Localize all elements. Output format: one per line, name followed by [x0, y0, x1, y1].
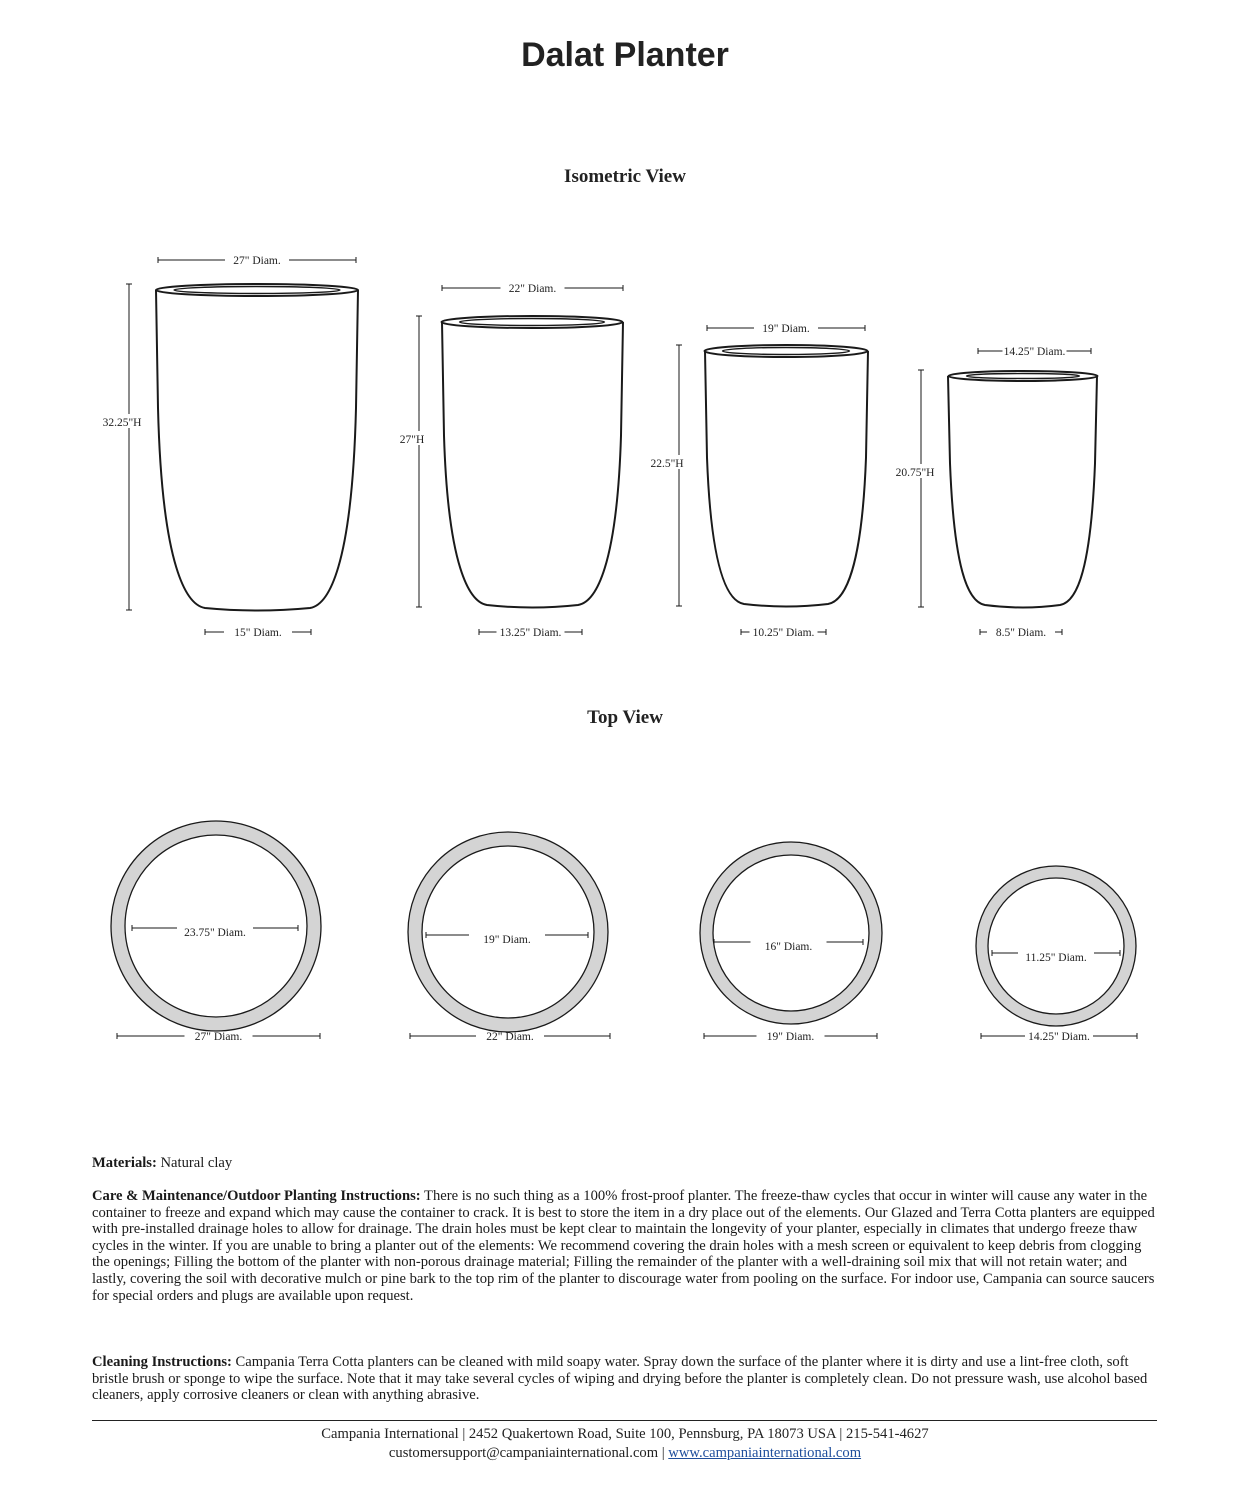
top-view-planter-2: [408, 832, 610, 1043]
care-paragraph: [92, 1188, 1162, 1304]
materials-paragraph: [92, 1155, 1162, 1172]
inner-opening-circle: [422, 846, 594, 1018]
height-label: 32.25"H: [102, 417, 142, 429]
outer-diameter-label: 27" Diam.: [194, 1031, 243, 1043]
top-view-planter-4: [976, 866, 1137, 1043]
planter-body-outline: [156, 290, 358, 611]
cleaning-text: Campania Terra Cotta planters can be cleaned with mild soapy water. Spray down the surface of the planter where it is dirty and use a lint-free cloth, soft bristle brush or sponge to wipe the surface. Note that it may take several cycles of wiping and drying before the planter is completely clean. Do not pressure wash, use alcohol based cleaners, apply corrosive cleaners or clean with anything abrasive.: [92, 1354, 1148, 1404]
planter-body-outline: [948, 376, 1097, 608]
bottom-diameter-label: 8.5" Diam.: [995, 627, 1047, 639]
top-view-heading: Top View: [587, 707, 663, 728]
planter-rim: [949, 371, 1098, 381]
planter-body-outline: [705, 351, 868, 607]
inner-opening-circle: [988, 878, 1124, 1014]
isometric-drawings: [103, 255, 1098, 639]
footer-website-link[interactable]: www.campaniainternational.com: [668, 1445, 862, 1461]
isometric-planter-1: [103, 255, 358, 639]
cleaning-label: Cleaning Instructions:: [92, 1354, 232, 1370]
isometric-view-heading: Isometric View: [564, 166, 686, 187]
inner-diameter-label: 23.75" Diam.: [184, 927, 246, 939]
isometric-planter-4: [896, 346, 1098, 639]
cleaning-paragraph: [92, 1354, 1162, 1404]
top-diameter-label: 14.25" Diam.: [1003, 346, 1066, 358]
inner-opening-circle: [713, 855, 869, 1011]
height-label: 27"H: [399, 434, 425, 446]
height-label: 22.5"H: [650, 458, 684, 470]
height-label: 20.75"H: [895, 467, 935, 479]
top-view-planter-3: [700, 842, 882, 1043]
outer-diameter-label: 22" Diam.: [486, 1031, 534, 1043]
bottom-diameter-label: 10.25" Diam.: [752, 627, 815, 639]
bottom-diameter-label: 15" Diam.: [234, 627, 282, 639]
footer-address: Campania International | 2452 Quakertown Road, Suite 100, Pennsburg, PA 18073 USA | 215-541-4627: [321, 1426, 929, 1442]
planter-body-outline: [442, 322, 623, 608]
outer-diameter-label: 14.25" Diam.: [1028, 1031, 1090, 1043]
care-label: Care & Maintenance/Outdoor Planting Instructions:: [92, 1188, 421, 1204]
care-text: There is no such thing as a 100% frost-proof planter. The freeze-thaw cycles that occur in winter will cause any water in the container to freeze and expand which may cause the container to crack. It is best to store the item in a dry place out of the elements. Our Glazed and Terra Cotta planters are equipped with pre-installed drainage holes to allow for drainage. The drain holes must be kept clear to maintain the longevity of your planter, especially in climates that undergo freeze thaw cycles in the winter. If you are unable to bring a planter out of the elements: We recommend covering the drain holes with a mesh screen or equivalent to keep debris from clogging the openings; Filling the bottom of the planter with non-porous drainage material; Filling the remainder of the planter with a well-draining soil mix that will not retain water; and lastly, covering the soil with decorative mulch or pine bark to the top rim of the planter to discourage water from pooling on the surface. For indoor use, Campania can source saucers for special orders and plugs are available upon request.: [92, 1188, 1155, 1304]
isometric-planter-2: [400, 283, 623, 639]
top-diameter-label: 19" Diam.: [762, 323, 810, 335]
bottom-diameter-label: 13.25" Diam.: [499, 627, 562, 639]
top-diameter-label: 22" Diam.: [508, 283, 557, 295]
page-title: Dalat Planter: [521, 36, 729, 74]
inner-diameter-label: 19" Diam.: [483, 934, 531, 946]
top-view-drawings: [111, 821, 1137, 1043]
isometric-planter-3: [650, 323, 868, 639]
top-diameter-label: 27" Diam.: [233, 255, 281, 267]
inner-diameter-label: 16" Diam.: [764, 941, 813, 953]
footer-email[interactable]: customersupport@campaniainternational.com: [388, 1445, 659, 1461]
inner-opening-circle: [125, 835, 307, 1017]
materials-label: Materials:: [92, 1155, 157, 1171]
top-view-planter-1: [111, 821, 321, 1043]
footer-separator: |: [658, 1445, 669, 1461]
footer-contact: [0, 1445, 1250, 1462]
materials-text: Natural clay: [156, 1155, 233, 1171]
footer-divider: [92, 1420, 1157, 1421]
inner-diameter-label: 11.25" Diam.: [1025, 952, 1087, 964]
outer-diameter-label: 19" Diam.: [766, 1031, 815, 1043]
